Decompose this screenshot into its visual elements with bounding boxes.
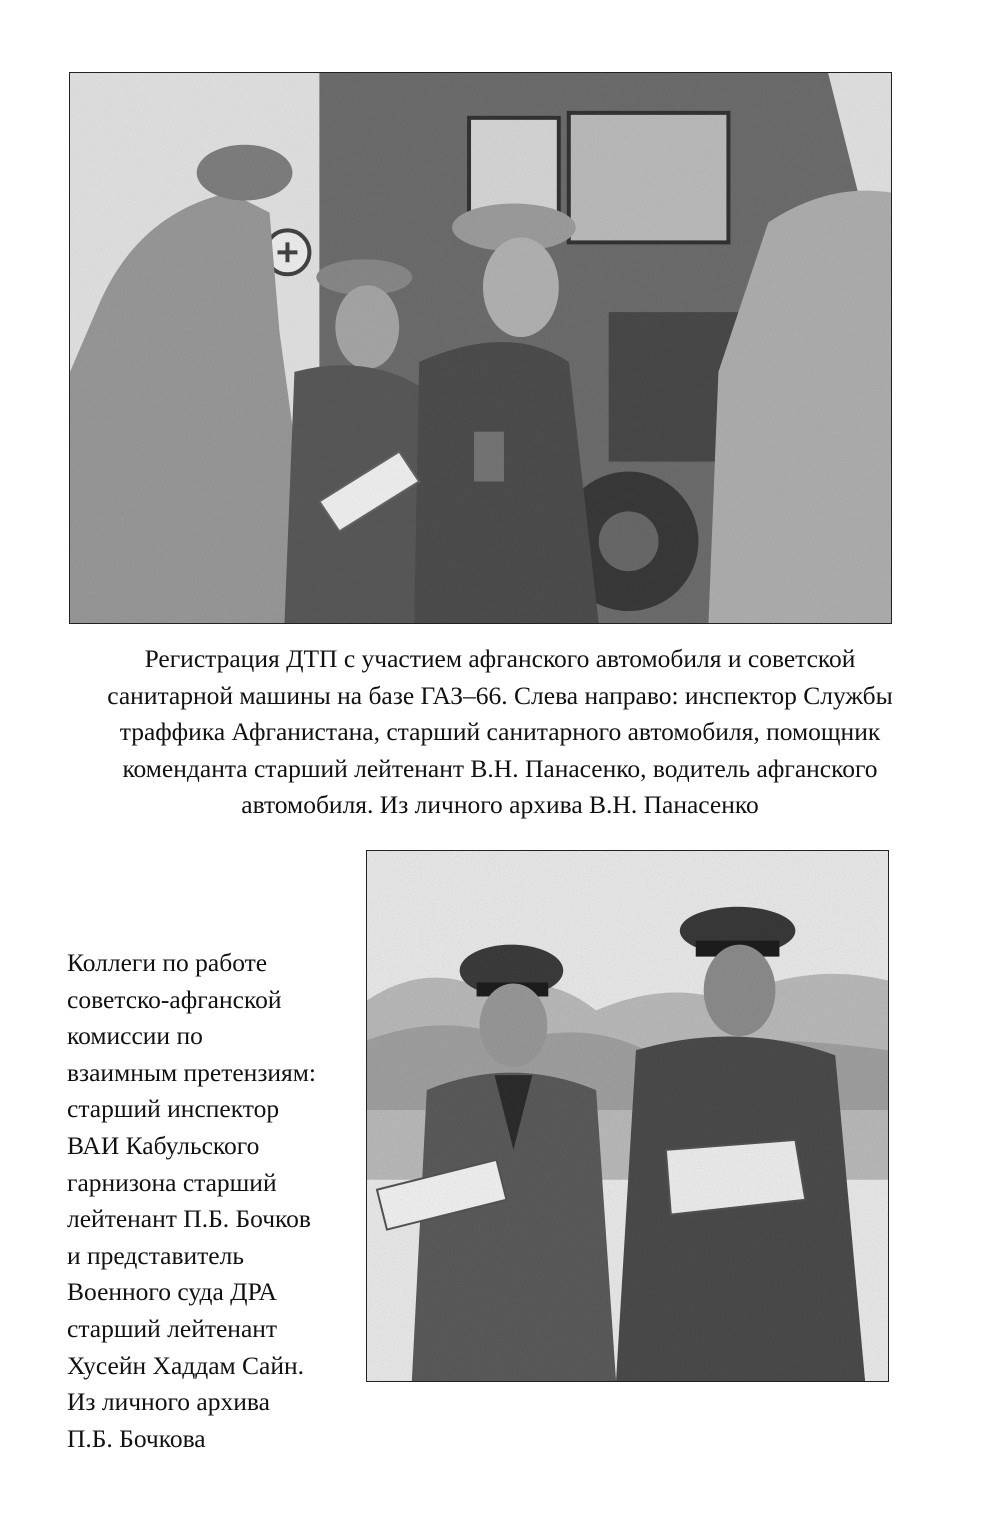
photo-traffic-accident-registration: [69, 72, 892, 624]
caption-side-line: гарнизона старший: [67, 1167, 277, 1197]
caption-side-line: Военного суда ДРА: [67, 1277, 277, 1307]
photo-commission-colleagues: [366, 850, 889, 1382]
caption-side-line: и представитель: [67, 1240, 244, 1270]
caption-top-line: траффика Афганистана, старший санитарного автомобиля, помощник: [119, 717, 881, 747]
caption-side-line: комиссии по: [67, 1021, 203, 1051]
caption-side-line: лейтенант П.Б. Бочков: [67, 1204, 311, 1234]
caption-side-line: Хусейн Хаддам Сайн.: [67, 1350, 305, 1380]
caption-top-line: автомобиля. Из личного архива В.Н. Панасенко: [241, 790, 759, 820]
photo-1-illustration: [70, 73, 891, 623]
photo-1-scene: [70, 73, 891, 623]
caption-side-line: ВАИ Кабульского: [67, 1130, 260, 1160]
photo-2-scene: [367, 851, 888, 1381]
caption-top-line: коменданта старший лейтенант В.Н. Панасенко, водитель афганского: [122, 753, 878, 783]
caption-photo-1: [80, 641, 920, 824]
caption-photo-2: [67, 945, 362, 1457]
caption-side-line: старший инспектор: [67, 1094, 280, 1124]
caption-side-line: взаимным претензиям:: [67, 1057, 316, 1087]
caption-side-line: Коллеги по работе: [67, 948, 268, 977]
caption-side-line: старший лейтенант: [67, 1313, 278, 1343]
caption-side-line: советско-афганской: [67, 984, 282, 1014]
caption-side-line: П.Б. Бочкова: [67, 1423, 206, 1453]
caption-side-line: Из личного архива: [67, 1387, 270, 1417]
caption-top-line: санитарной машины на базе ГАЗ–66. Слева направо: инспектор Службы: [107, 680, 893, 710]
caption-top-line: Регистрация ДТП с участием афганского автомобиля и советской: [144, 644, 856, 673]
photo-2-illustration: [367, 851, 888, 1381]
